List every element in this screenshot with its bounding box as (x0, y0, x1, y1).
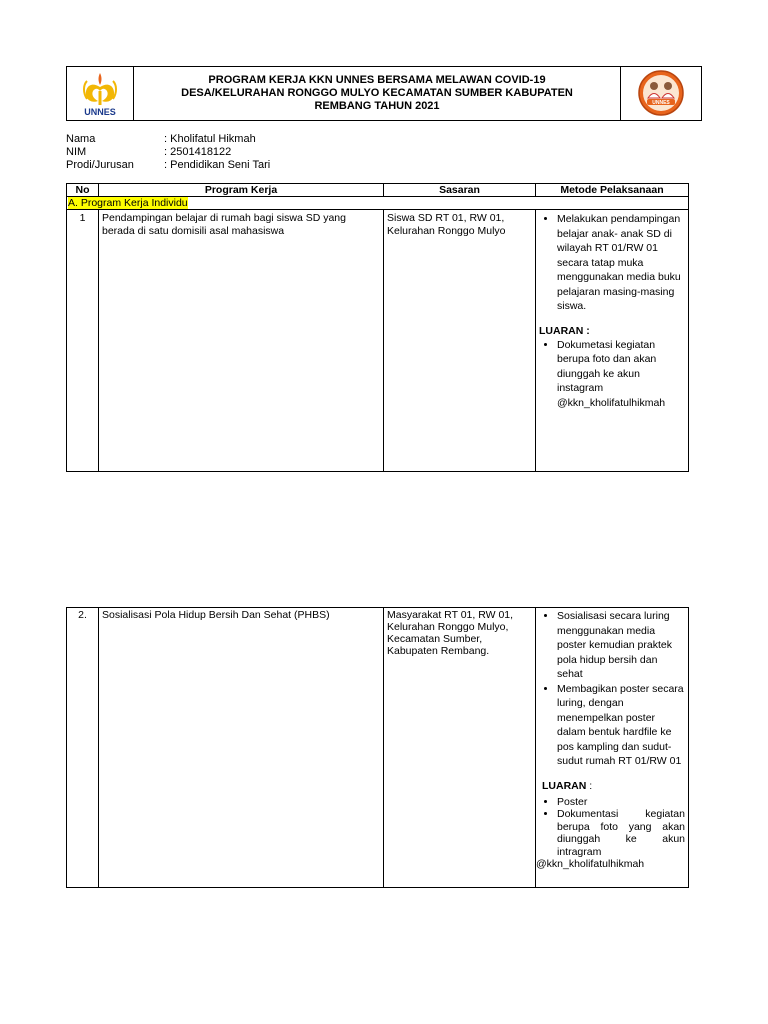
identity-block (66, 133, 270, 172)
identity-value: : Kholifatul Hikmah (164, 133, 256, 145)
luaran-list (539, 338, 685, 411)
column-header-sasaran: Sasaran (384, 184, 536, 197)
luaran-heading (539, 779, 685, 793)
metode-cell (536, 608, 689, 888)
table-row (67, 608, 689, 888)
title-line-3: REMBANG TAHUN 2021 (314, 100, 440, 112)
luaran-item: • Poster (557, 796, 685, 809)
identity-value: : Pendidikan Seni Tari (164, 159, 271, 171)
identity-value: : 2501418122 (164, 146, 232, 158)
luaran-suffix: : (586, 779, 593, 792)
column-header-program: Program Kerja (99, 184, 384, 197)
sasaran-cell: Masyarakat RT 01, RW 01, Kelurahan Ronggo Mulyo, Kecamatan Sumber, Kabupaten Rembang. (384, 608, 536, 888)
metode-cell (536, 210, 689, 472)
title-line-1: PROGRAM KERJA KKN UNNES BERSAMA MELAWAN COVID-19 (208, 74, 546, 86)
luaran-item: • Dokumentasi kegiatan berupa foto yang akan diunggah ke akun intragram (557, 808, 685, 858)
row-number: 2. (67, 608, 99, 888)
identity-label: Nama (66, 133, 96, 145)
document-header (66, 66, 702, 121)
kkn-badge-logo (620, 67, 701, 120)
table-row (67, 210, 689, 472)
title-line-2: DESA/KELURAHAN RONGGO MULYO KECAMATAN SUMBER KABUPATEN (181, 87, 573, 99)
identity-label: NIM (66, 146, 87, 158)
column-header-no: No (67, 184, 99, 197)
metode-list (539, 609, 685, 769)
column-header-metode: Metode Pelaksanaan (536, 184, 689, 197)
sasaran-cell: Siswa SD RT 01, RW 01, Kelurahan Ronggo Mulyo (384, 210, 536, 472)
metode-item: • Melakukan pendampingan belajar anak- anak SD di wilayah RT 01/RW 01 secara tatap muka menggunakan media buku pelajaran masing-masing siswa. (557, 212, 685, 314)
page-title (133, 74, 621, 113)
section-label: A. Program Kerja Individu (68, 197, 188, 209)
kkn-badge-icon (621, 67, 701, 120)
metode-item: • Membagikan poster secara luring, dengan menempelkan poster dalam bentuk hardfile ke pos kampling dan sudut-sudut rumah RT 01/RW 01 (557, 682, 685, 769)
program-table-part-1 (66, 183, 689, 472)
luaran-item: • Dokumetasi kegiatan berupa foto dan akan diunggah ke akun instagram @kkn_kholifatulhikmah (557, 338, 685, 411)
kkn-badge-text: UNNES (652, 100, 670, 106)
luaran-list (539, 796, 685, 859)
identity-row-nim (66, 146, 270, 159)
luaran-label: LUARAN : (539, 324, 590, 337)
unnes-emblem-icon (67, 69, 133, 109)
luaran-label: LUARAN (542, 779, 587, 792)
identity-row-prodi (66, 159, 270, 172)
luaran-account: @kkn_kholifatulhikmah (536, 858, 645, 870)
metode-list (539, 212, 685, 314)
program-table-part-2 (66, 607, 689, 888)
identity-label: Prodi/Jurusan (66, 159, 134, 171)
program-cell: Pendampingan belajar di rumah bagi siswa SD yang berada di satu domisili asal mahasiswa (99, 210, 384, 472)
identity-row-name (66, 133, 270, 146)
section-row (67, 197, 689, 210)
metode-item: • Sosialisasi secara luring menggunakan media poster kemudian praktek pola hidup bersih dan sehat (557, 609, 685, 682)
unnes-logo (67, 67, 134, 120)
table-header-row (67, 184, 689, 197)
row-number: 1 (67, 210, 99, 472)
unnes-logo-text: UNNES (84, 107, 116, 117)
program-cell: Sosialisasi Pola Hidup Bersih Dan Sehat (PHBS) (99, 608, 384, 888)
